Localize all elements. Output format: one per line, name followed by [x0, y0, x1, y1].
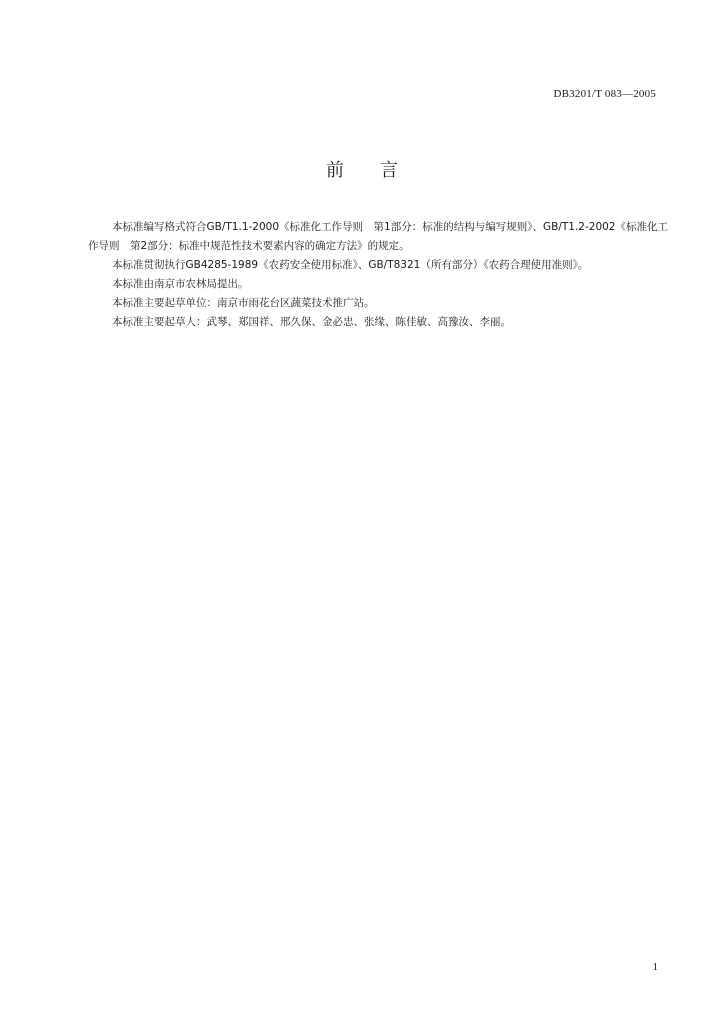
page-number: 1: [652, 961, 658, 973]
page-title: 前言: [326, 160, 434, 181]
paragraph-proposer: 本标准由南京市农林局提出。: [112, 278, 249, 290]
paragraph-implementation: 本标准贯彻执行GB4285-1989《农药安全使用标准》、GB/T8321（所有部分）《农药合理使用准则》。: [112, 259, 589, 271]
paragraph-drafters: 本标准主要起草人：武琴、郑国祥、邢久保、金必忠、张缘、陈佳敏、高豫汝、李丽。: [112, 316, 511, 328]
paragraph-format-compliance: 本标准编写格式符合GB/T1.1-2000《标准化工作导则 第1部分：标准的结构与编写规则》、GB/T1.2-2002《标准化工作导则 第2部分：标准中规范性技术要素内容的确定方法》的规定。: [88, 221, 668, 252]
document-code: DB3201/T 083—2005: [553, 88, 656, 100]
paragraph-drafting-unit: 本标准主要起草单位：南京市雨花台区蔬菜技术推广站。: [112, 297, 375, 309]
foreword-body: [88, 218, 668, 332]
